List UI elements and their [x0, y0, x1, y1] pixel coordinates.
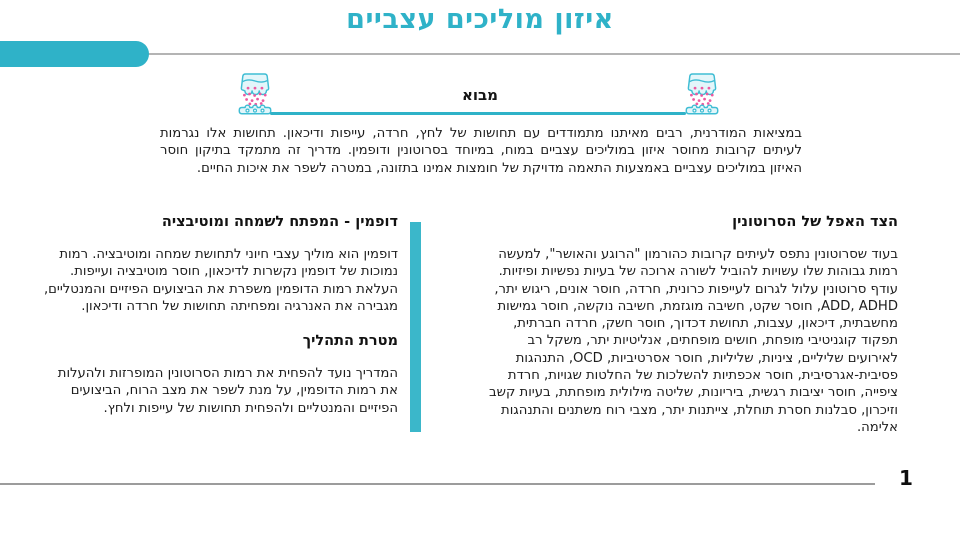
page-number: 1	[899, 466, 913, 490]
serotonin-section	[482, 214, 898, 436]
dopamine-paragraph: דופמין הוא מוליך עצבי חיוני לתחושת שמחה ומוטיבציה. רמות נמוכות של דופמין נקשרות לדיכאון, חוסר מוטיבציה ועייפות. העלאת רמות הדופמין משפרת את הביצועים הפיזיים והמנטליים, מגבירה את האנרגיה ומפחיתה תחושות של חרדה ודיכאון.	[43, 247, 398, 314]
dopamine-heading: דופמין - המפתח לשמחה ומוטיבציה	[161, 214, 398, 230]
intro-paragraph: במציאות המודרנית, רבים מאיתנו מתמודדים עם תחושות של לחץ, חרדה, עייפות ודיכאון. תחושות אלו נגרמות לעיתים קרובות מחוסר איזון במוליכים עצביים במוח, במיוחד בסרוטונין ודופמין. מדריך זה מתמקד בתיקון חוסר האיזון במוליכים עצביים באמצעות התאמה מדויקת של חומצות אמינו בתזונה, במטרה לשפר את איכות החיים.	[160, 126, 802, 176]
goal-heading: מטרת התהליך	[302, 333, 398, 350]
column-divider	[410, 222, 421, 432]
footer-rule	[0, 483, 875, 485]
intro-heading: מבוא	[461, 86, 499, 104]
intro-divider-line	[270, 112, 686, 115]
serotonin-heading: הצד האפל של הסרוטונין	[732, 214, 898, 230]
page-title: איזון מוליכים עצביים	[346, 4, 614, 35]
dopamine-section	[40, 214, 398, 417]
header-accent-bar	[0, 41, 149, 67]
goal-paragraph: המדריך נועד להפחית את רמות הסרוטונין המופרזות ולהעלות את רמות הדופמין, על מנת לשפר את מצב הרוח, הביצועים הפיזיים והמנטליים ולהפחית תחושות של עייפות ולחץ.	[57, 366, 398, 416]
serotonin-paragraph: בעוד שסרוטונין נתפס לעיתים קרובות כהורמון "הרוגע והאושר", למעשה רמות גבוהות שלו עשויות להוביל לשורה ארוכה של בעיות נפשיות ופיזיות. עודף סרוטונין עלול לגרום לעייפות כרונית, חרדה, חוסר אונים, ריגוש יתר, ADD, ADHD, חוסר שקט, חשיבה מוגזמת, חשיבה נוקשה, חוסר גמישות מחשבתית, דיכאון, עצבות, תחושת דכדוך, חוסר חשק, חרדה חברתית, תפקוד קוגניטיבי מופחת, חושים מופחתים, אנליטיות יתר, משקל רב לאירועים שליליים, ציניות, שליליות, חוסר אסרטיביות, OCD, התנהגות פסיבית-אגרסיבית, חוסר אכפתיות להשלכות של החלטות שגויות, חרדת ציפייה, חוסר יציבות רגשית, ביריונות, שליטה מילולית מופחתת, בעיות קשב וזיכרון, סבלנות חסרת תוחלת, צייתנות יתר, מצבי רוח משתנים והתנהגות אלימה.	[489, 247, 898, 435]
